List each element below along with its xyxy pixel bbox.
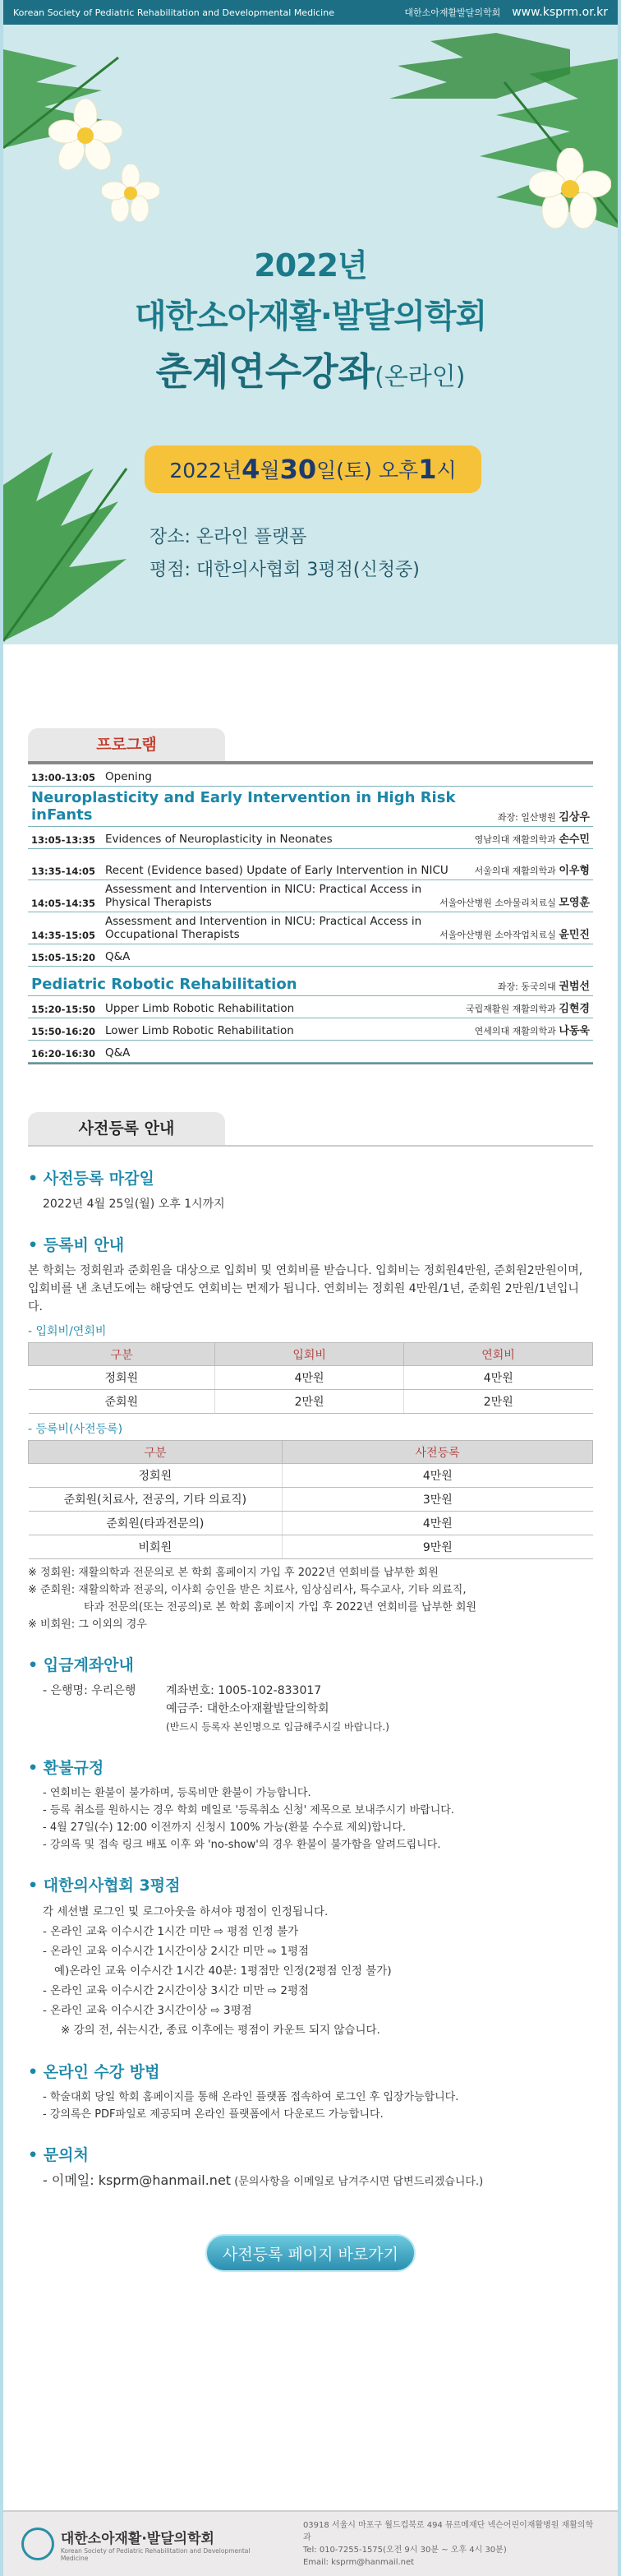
registration-fee-table: 구분 사전등록 정회원 4만원 준회원(치료사, 전공의, 기타 의료직) 3만원 준회원(타과전문의) 4만원 비회원 9만원 — [28, 1440, 593, 1559]
program-speaker: 영남의대 재활의학과 손수민 — [474, 833, 590, 846]
program-time: 13:00-13:05 — [31, 772, 95, 783]
program-row — [28, 1041, 593, 1063]
program-time: 14:35-15:05 — [31, 930, 95, 941]
venue-credit: 평점: 대한의사협회 3평점(신청중) — [150, 560, 420, 580]
program-row — [28, 996, 593, 1018]
program-row — [28, 1018, 593, 1041]
program-session-header — [28, 967, 593, 996]
program-speaker: 좌장: 일산병원 김상우 — [497, 811, 590, 824]
program-heading: 프로그램 — [28, 728, 225, 761]
program-table — [28, 761, 593, 1064]
credit-list: 각 세션별 로그인 및 로그아웃을 하셔야 평점이 인정됩니다. - 온라인 교육 이수시간 1시간 미만 ⇨ 평점 인정 불가 - 온라인 교육 이수시간 1시간이상 2시간 미만 ⇨ 1평점 예)온라인 교육 이수시간 1시간 40분: 1평점만 인정(2평점 인정 불가) - 온라인 교육 이수시간 2시간이상 3시간 미만 ⇨ 2평점 - 온라인 교육 이수시간 3시간이상 ⇨ 3평점 ※ 강의 전, 쉬는시간, 종료 이후에는 평점이 카운트 되지 않습니다. — [43, 1905, 392, 2037]
program-row — [28, 880, 593, 912]
footer-org: 대한소아재활·발달의학회 — [60, 2530, 214, 2547]
go-to-registration-button[interactable]: 사전등록 페이지 바로가기 — [205, 2234, 416, 2272]
program-speaker: 좌장: 동국의대 권범선 — [497, 981, 590, 993]
program-topic: Pediatric Robotic Rehabilitation — [31, 976, 297, 993]
contact-email[interactable]: - 이메일: ksprm@hanmail.net — [43, 2172, 232, 2188]
program-speaker: 연세의대 재활의학과 나동욱 — [474, 1025, 590, 1037]
program-topic: Neuroplasticity and Early Intervention in High Risk inFants — [31, 789, 456, 824]
program-time: 15:50-16:20 — [31, 1026, 95, 1037]
program-speaker: 서울아산병원 소아작업치료실 윤민진 — [439, 929, 590, 941]
program-row — [28, 764, 593, 787]
plumeria-flower-icon — [529, 148, 595, 214]
bank-heading: • 입금계좌안내 — [28, 1656, 134, 1674]
event-date: 2022년 4 월 30 일(토) 오후 1 시 — [145, 445, 481, 493]
program-row — [28, 849, 593, 880]
registration-heading: 사전등록 안내 — [28, 1112, 225, 1145]
table-row: 정회원 4만원 — [29, 1464, 593, 1488]
hero-banner — [3, 25, 618, 644]
society-name-ko: 대한소아재활발달의학회 — [404, 7, 501, 18]
fee-heading: • 등록비 안내 — [28, 1236, 125, 1254]
program-time: 15:05-15:20 — [31, 952, 95, 963]
program-topic: Q&A — [105, 1046, 131, 1059]
bank-info: - 은행명: 우리은행 계좌번호: 1005-102-833017 예금주: 대한소아재활발달의학회 (반드시 등록자 본인명으로 입금해주시길 바랍니다.) — [43, 1684, 389, 1733]
fee-text: 본 학회는 정회원과 준회원을 대상으로 입회비 및 연회비를 받습니다. 입회비는 정회원4만원, 준회원2만원이며, 입회비를 낸 초년도에는 해당연도 연회비는 면제가 됩니다. 연회비는 정회원 4만원/1년, 준회원 2만원/1년입니다. — [28, 1264, 583, 1313]
program-time: 13:35-14:05 — [31, 866, 95, 877]
program-speaker: 서울의대 재활의학과 이우형 — [474, 865, 590, 877]
table-row: 준회원(치료사, 전공의, 기타 의료직) 3만원 — [29, 1488, 593, 1512]
footer-org-en: Korean Society of Pediatric Rehabilitation and Developmental Medicine — [60, 2546, 251, 2562]
membership-fee-subheading: - 입회비/연회비 — [28, 1325, 107, 1338]
plumeria-flower-icon — [48, 99, 114, 164]
contact-heading: • 문의처 — [28, 2146, 89, 2164]
program-row — [28, 912, 593, 944]
contact-info: - 이메일: ksprm@hanmail.net (문의사항을 이메일로 남겨주시면 답변드리겠습니다.) — [43, 2172, 484, 2188]
hero-org: 대한소아재활·발달의학회 — [134, 298, 487, 335]
registration-section — [3, 1112, 618, 2272]
table-row: 정회원 4만원 4만원 — [29, 1366, 593, 1390]
venue-info — [150, 521, 420, 587]
program-row — [28, 827, 593, 849]
program-time: 13:05-13:35 — [31, 834, 95, 846]
member-notes: ※ 정회원: 재활의학과 전문의로 본 학회 홈페이지 가입 후 2022년 연회비를 납부한 회원 ※ 준회원: 재활의학과 전공의, 이사회 승인을 받은 치료사, 임상심리사, 특수교사, 기타 의료직, 타과 전문의(또는 전공의)로 본 학회 홈페이지 가입 후 2022년 연회비를 납부한 회원 ※ 비회원: 그 이외의 경우 — [28, 1567, 476, 1631]
program-topic: Upper Limb Robotic Rehabilitation — [105, 1002, 295, 1015]
deadline-text: 2022년 4월 25일(월) 오후 1시까지 — [43, 1198, 225, 1211]
refund-heading: • 환불규정 — [28, 1759, 104, 1777]
program-time: 15:20-15:50 — [31, 1004, 95, 1015]
program-topic: Opening — [105, 770, 152, 783]
society-name-en: Korean Society of Pediatric Rehabilitation and Developmental Medicine — [13, 7, 334, 18]
hero-year: 2022년 — [254, 247, 367, 284]
venue-place: 장소: 온라인 플랫폼 — [150, 527, 307, 547]
table-row: 준회원 2만원 2만원 — [29, 1390, 593, 1414]
society-url[interactable]: www.ksprm.or.kr — [512, 6, 608, 19]
table-row: 준회원(타과전문의) 4만원 — [29, 1512, 593, 1535]
society-logo — [21, 2527, 278, 2562]
program-time: 16:20-16:30 — [31, 1048, 95, 1059]
program-speaker: 국립재활원 재활의학과 김현경 — [466, 1003, 590, 1015]
program-topic: Assessment and Intervention in NICU: Practical Access in Occupational Therapists — [105, 915, 422, 941]
program-section — [3, 728, 618, 1064]
program-speaker: 서울아산병원 소아물리치료실 모영훈 — [439, 897, 590, 909]
table-row: 비회원 9만원 — [29, 1535, 593, 1559]
program-topic: Lower Limb Robotic Rehabilitation — [105, 1024, 294, 1037]
program-topic: Assessment and Intervention in NICU: Practical Access in Physical Therapists — [105, 883, 422, 909]
registration-fee-subheading: - 등록비(사전등록) — [28, 1423, 123, 1436]
program-topic: Evidences of Neuroplasticity in Neonates — [105, 833, 333, 846]
top-bar — [3, 0, 618, 25]
society-logo-icon — [21, 2528, 54, 2560]
membership-fee-table: 구분 입회비 연회비 정회원 4만원 4만원 준회원 2만원 2만원 — [28, 1342, 593, 1414]
refund-list: - 연회비는 환불이 불가하며, 등록비만 환불이 가능합니다. - 등록 취소를 원하시는 경우 학회 메일로 '등록취소 신청' 제목으로 보내주시기 바랍니다. - 4월 27일(수) 12:00 이전까지 신청시 100% 가능(환불 수수료 제외)합니다. - 강의록 및 접속 링크 배포 이후 와 'no-show'의 경우 환불이 불가함을 알려드립니다. — [43, 1787, 454, 1851]
program-row — [28, 944, 593, 967]
method-list: - 학술대회 당일 학회 홈페이지를 통해 온라인 플랫폼 접속하여 로그인 후 입장가능합니다. - 강의록은 PDF파일로 제공되며 온라인 플랫폼에서 다운로드 가능합니다. — [43, 2091, 459, 2121]
program-time: 14:05-14:35 — [31, 898, 95, 909]
credit-heading: • 대한의사협회 3평점 — [28, 1877, 181, 1895]
deadline-heading: • 사전등록 마감일 — [28, 1170, 154, 1188]
program-topic: Q&A — [105, 950, 131, 963]
hero-title — [3, 240, 618, 396]
hero-event: 춘계연수강좌(온라인) — [155, 349, 466, 394]
program-session-header — [28, 787, 593, 827]
plumeria-flower-icon — [102, 164, 168, 230]
footer-address: 03918 서울시 마포구 월드컵북로 494 뮤르메재단 넥슨어린이재활병원 재활의학과 Tel: 010-7255-1575(오전 9시 30분 ~ 오후 4시 30분) Email: ksprm@hanmail.net — [302, 2521, 594, 2567]
method-heading: • 온라인 수강 방법 — [28, 2063, 160, 2081]
program-topic: Recent (Evidence based) Update of Early Intervention in NICU — [105, 864, 448, 877]
footer — [3, 2510, 618, 2576]
